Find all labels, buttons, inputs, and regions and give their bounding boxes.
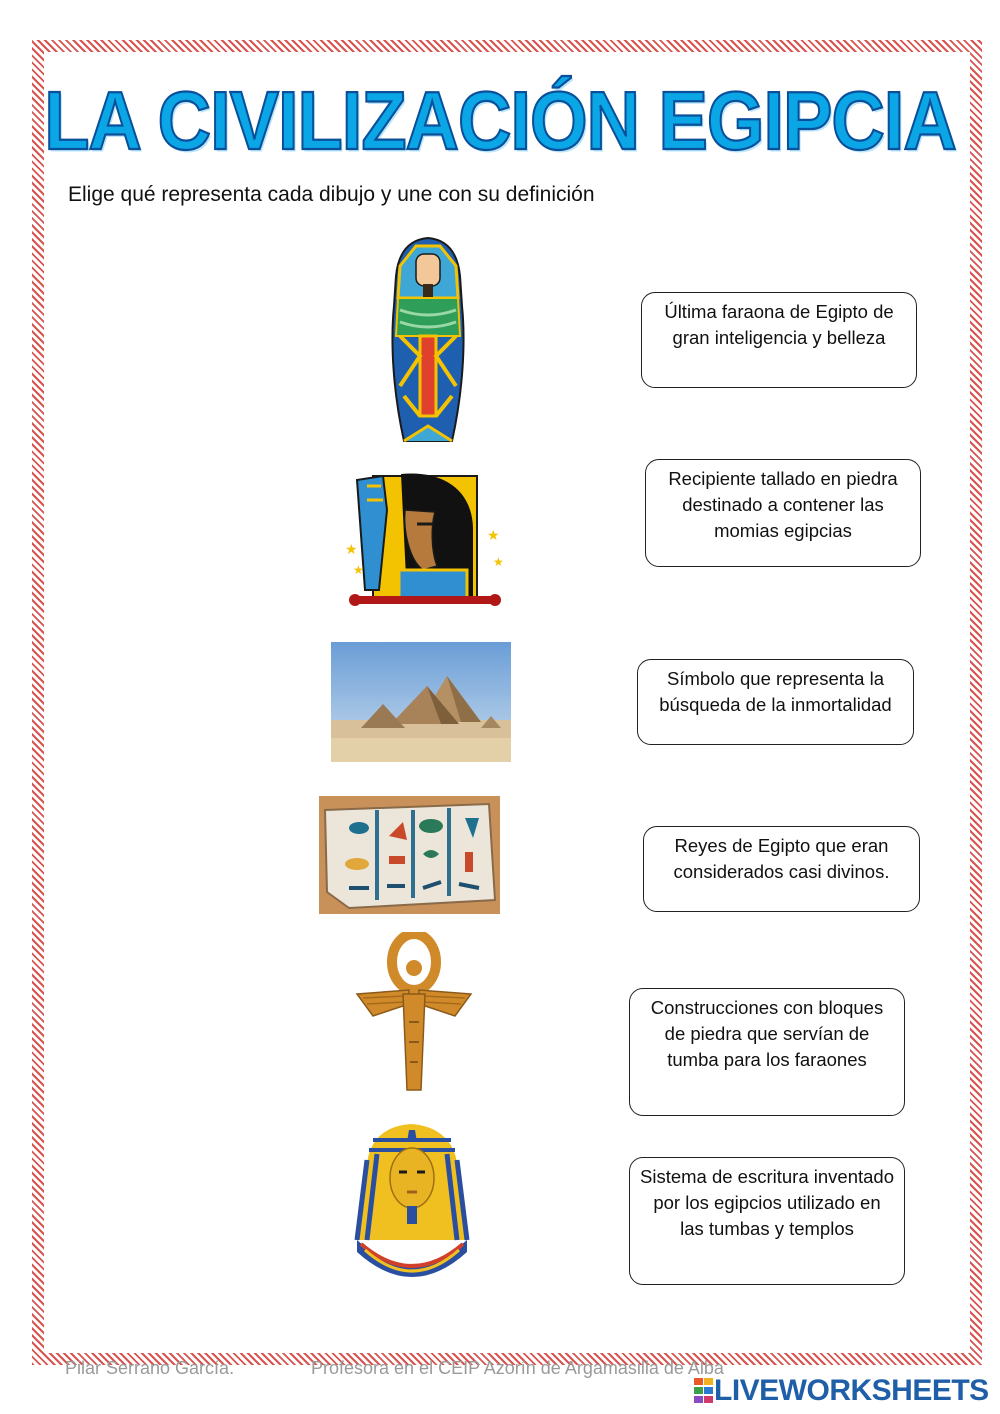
footer-role: Profesora en el CEIP Azorín de Argamasilla de Alba [311, 1358, 724, 1378]
liveworksheets-logo-icon [694, 1378, 714, 1404]
instruction-text: Elige qué representa cada dibujo y une con su definición [68, 183, 595, 206]
liveworksheets-logo[interactable] [694, 1374, 989, 1408]
svg-text:★: ★ [493, 555, 504, 569]
cleopatra-icon[interactable] [343, 470, 505, 615]
definition-box-5[interactable] [629, 988, 905, 1116]
svg-text:★: ★ [353, 563, 364, 577]
definition-box-6[interactable] [629, 1157, 905, 1285]
worksheet-title: LA CIVILIZACIÓN EGIPCIA [44, 74, 956, 167]
svg-text:★: ★ [487, 528, 500, 544]
definition-box-1[interactable] [641, 292, 917, 388]
definition-box-4[interactable] [643, 826, 920, 912]
pyramids-photo[interactable] [331, 642, 511, 762]
hieroglyphs-photo[interactable] [319, 796, 500, 914]
pharaoh-mask-icon[interactable] [351, 1120, 474, 1281]
svg-text:★: ★ [345, 542, 358, 558]
sarcophagus-icon[interactable] [388, 236, 468, 444]
definition-text: Reyes de Egipto que eran considerados casi divinos. [673, 835, 890, 882]
definition-text: Recipiente tallado en piedra destinado a contener las momias egipcias [668, 468, 898, 541]
definition-box-3[interactable] [637, 659, 914, 745]
definition-text: Última faraona de Egipto de gran inteligencia y belleza [664, 301, 894, 348]
definition-text: Símbolo que representa la búsqueda de la inmortalidad [659, 668, 892, 715]
definition-box-2[interactable] [645, 459, 921, 567]
definition-text: Construcciones con bloques de piedra que servían de tumba para los faraones [650, 997, 884, 1070]
footer-author: Pilar Serrano García. [65, 1358, 235, 1378]
ankh-icon[interactable] [355, 932, 473, 1094]
liveworksheets-wordmark: LIVEWORKSHEETS [714, 1374, 989, 1407]
definition-text: Sistema de escritura inventado por los egipcios utilizado en las tumbas y templos [640, 1166, 894, 1239]
